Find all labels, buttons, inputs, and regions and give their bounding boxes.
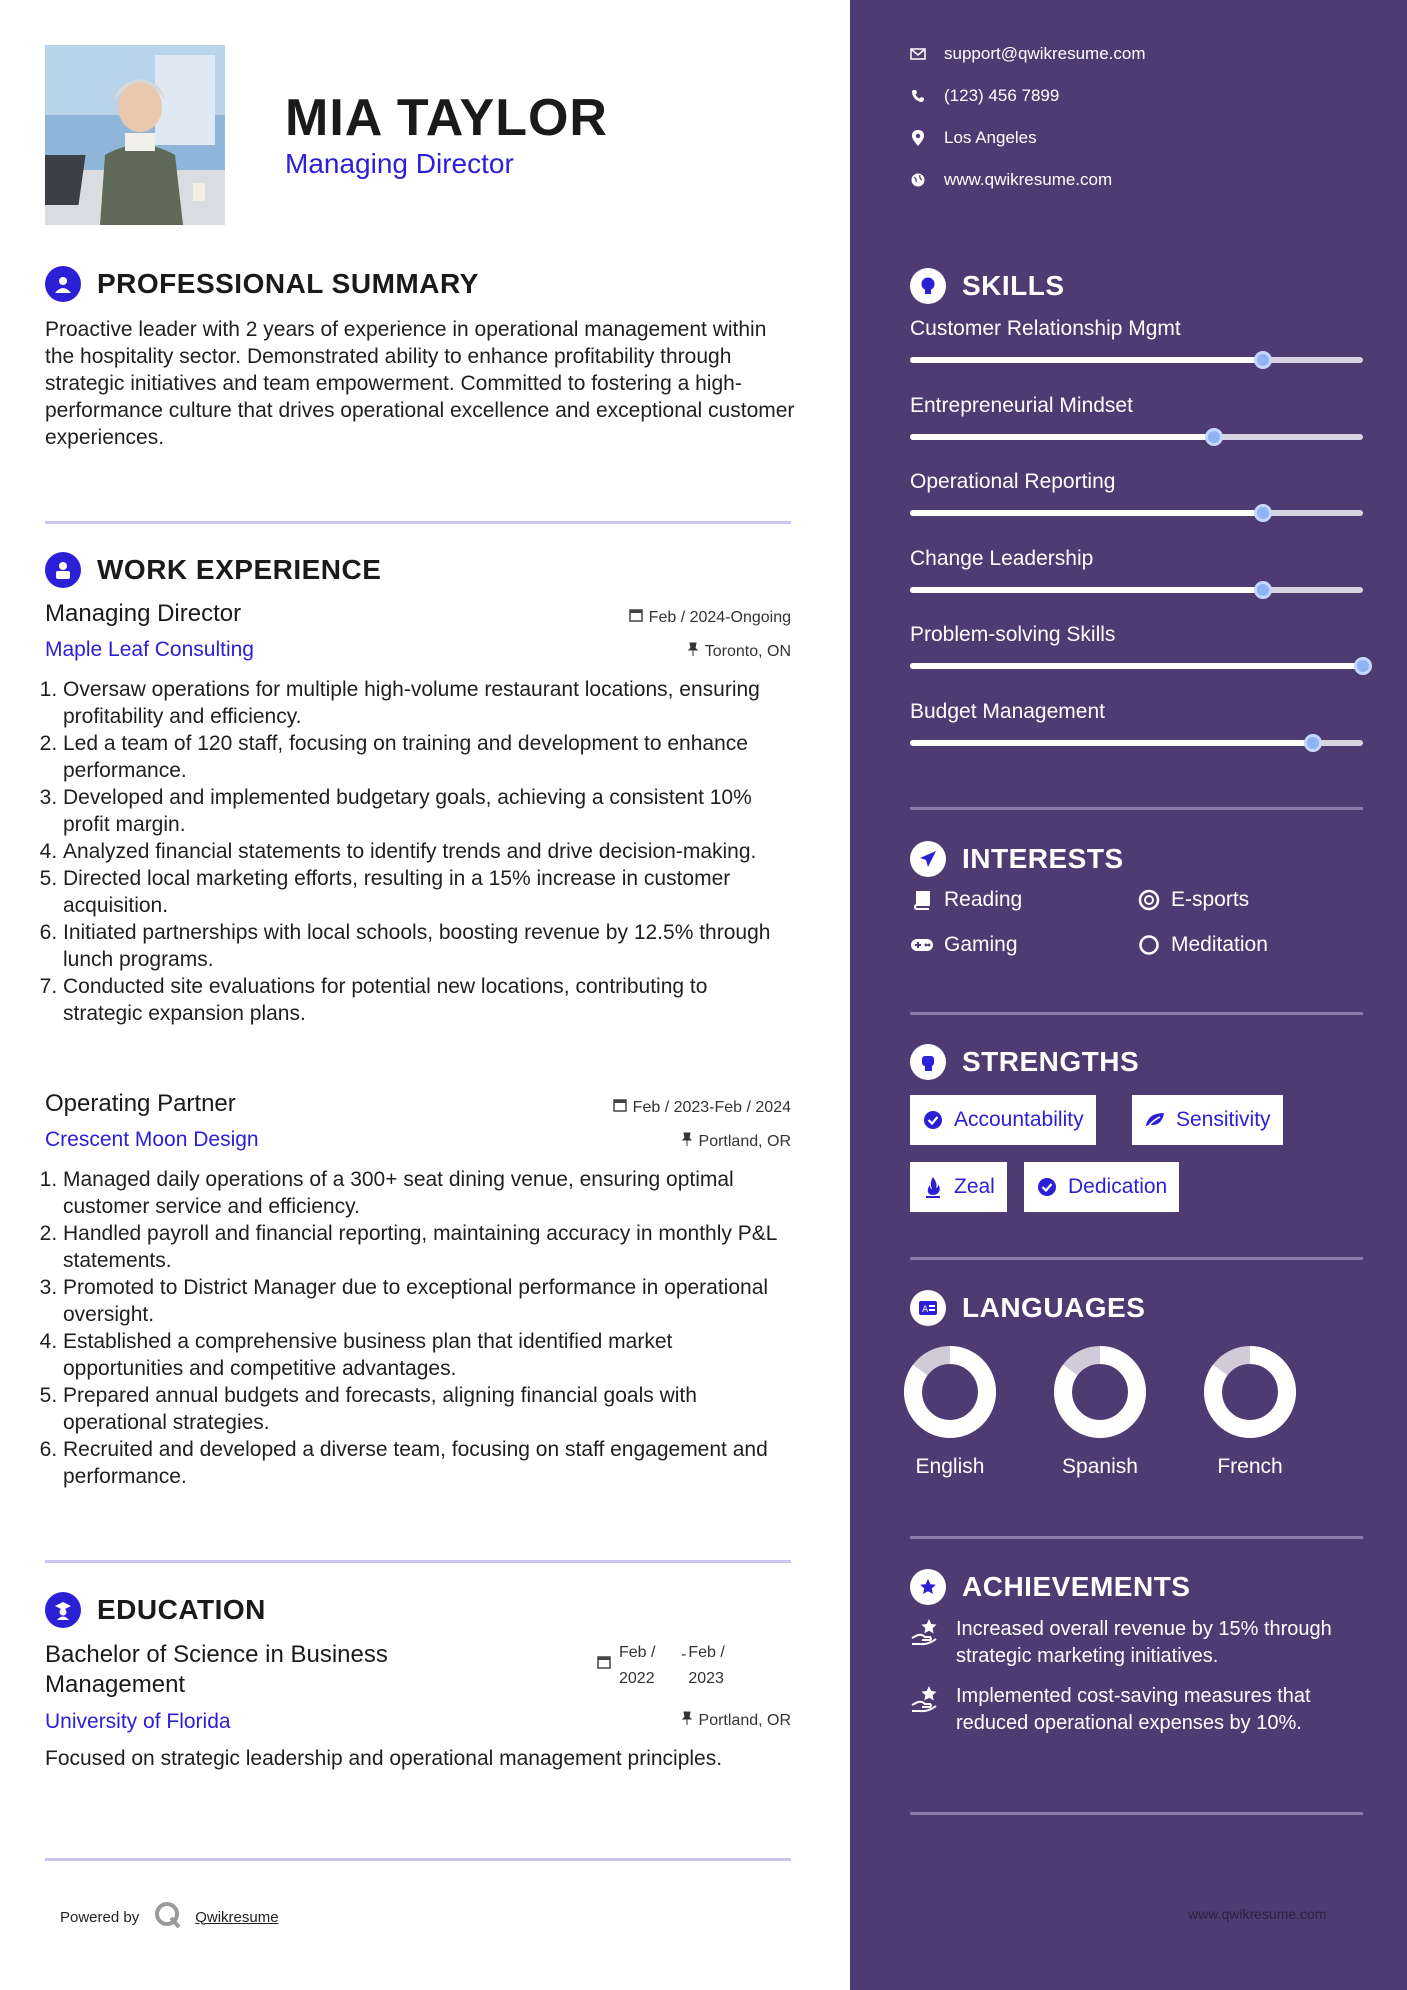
skill-fill: [910, 740, 1313, 746]
languages-heading: [910, 1290, 1145, 1326]
job-date-text: Feb / 2023-Feb / 2024: [632, 1098, 791, 1116]
lightbulb-icon: [910, 268, 946, 304]
divider: [910, 807, 1363, 810]
job-location-text: Toronto, ON: [704, 642, 791, 660]
profile-photo: [45, 45, 225, 225]
job-date: [629, 608, 791, 627]
job-date-text: Feb / 2024-Ongoing: [648, 608, 791, 626]
job-bullet: 7. Conducted site evaluations for potential new locations, contributing to strategic expansion plans.: [63, 973, 791, 1027]
check-circle-icon: [922, 1109, 944, 1131]
skill-label: Entrepreneurial Mindset: [910, 393, 1133, 417]
language-item: [1040, 1344, 1160, 1479]
education-location-text: Portland, OR: [698, 1711, 791, 1729]
paper-plane-icon: [910, 841, 946, 877]
skills-title: SKILLS: [962, 270, 1065, 301]
summary-text: Proactive leader with 2 years of experience in operational management within the hospitality sector. Demonstrated ability to enhance profitability through strategic initiatives and team empowerment. Committed to fostering a high-performance culture that drives operational excellence and exceptional customer experiences.: [45, 318, 795, 449]
skill-item: [910, 394, 1363, 440]
language-item: [890, 1344, 1010, 1479]
skill-knob: [1254, 581, 1272, 599]
esports-icon: [1137, 888, 1161, 912]
pin-icon: [687, 642, 699, 661]
globe-icon: [910, 172, 926, 188]
skill-fill: [910, 434, 1214, 440]
skill-item: [910, 317, 1363, 363]
job-title: Managing Director: [45, 600, 242, 627]
skill-item: [910, 547, 1363, 593]
work-heading: [45, 552, 381, 588]
strength-tag: [910, 1095, 1096, 1145]
powered-by: [60, 1900, 279, 1934]
job-bullet: 1. Managed daily operations of a 300+ seat dining venue, ensuring optimal customer service and efficiency.: [63, 1166, 791, 1220]
phone-icon: [910, 88, 926, 104]
start-date-month: Feb /: [619, 1644, 656, 1661]
strengths-title: STRENGTHS: [962, 1046, 1140, 1077]
achievements-title: ACHIEVEMENTS: [962, 1571, 1191, 1602]
date-dash: -: [681, 1646, 687, 1663]
language-name: English: [915, 1455, 985, 1478]
degree-line-2: Management: [45, 1671, 186, 1698]
job-title: Operating Partner: [45, 1090, 236, 1117]
contact-phone[interactable]: [910, 86, 1059, 106]
calendar-icon: [597, 1652, 611, 1678]
strength-label: Sensitivity: [1176, 1108, 1271, 1131]
job-bullet: 5. Directed local marketing efforts, resulting in a 15% increase in customer acquisition.: [63, 865, 791, 919]
divider: [45, 1858, 791, 1861]
language-ring: [1052, 1344, 1148, 1440]
languages-title: LANGUAGES: [962, 1292, 1146, 1323]
job-bullet: 5. Prepared annual budgets and forecasts, aligning financial goals with operational strategies.: [63, 1382, 791, 1436]
flame-icon: [922, 1176, 944, 1198]
gamepad-icon: [910, 933, 934, 957]
summary-heading: [45, 266, 479, 302]
skill-label: Customer Relationship Mgmt: [910, 317, 1181, 340]
skill-label: Operational Reporting: [910, 470, 1116, 493]
interest-item: [1137, 933, 1268, 957]
achievement-text: Implemented cost-saving measures that reduced operational expenses by 10%.: [956, 1685, 1311, 1734]
map-pin-icon: [910, 130, 926, 146]
job-location-text: Portland, OR: [698, 1132, 791, 1150]
education-location: [681, 1711, 791, 1730]
school: University of Florida: [45, 1710, 231, 1733]
end-date-month: Feb /: [688, 1644, 725, 1661]
divider: [45, 521, 791, 524]
job-location: [687, 642, 791, 661]
calendar-icon: [629, 608, 643, 627]
interest-label: Meditation: [1171, 933, 1268, 956]
end-date: [688, 1640, 724, 1692]
skill-knob: [1304, 734, 1322, 752]
job-bullet: 6. Recruited and developed a diverse team, focusing on staff engagement and performance.: [63, 1436, 791, 1490]
strength-tag: [910, 1162, 1007, 1212]
divider: [910, 1012, 1363, 1015]
language-name: Spanish: [1062, 1455, 1138, 1478]
pin-icon: [681, 1132, 693, 1151]
divider: [910, 1812, 1363, 1815]
education-dates: [597, 1640, 725, 1692]
skill-label: Change Leadership: [910, 546, 1094, 570]
skill-track: [910, 587, 1363, 593]
skill-fill: [910, 587, 1263, 593]
qwikresume-logo-icon: [153, 1900, 183, 1934]
interest-item: [910, 933, 1018, 957]
contact-phone-text: (123) 456 7899: [944, 86, 1060, 105]
job-bullets: [45, 1166, 791, 1490]
skill-track: [910, 663, 1363, 669]
job-bullet: 6. Initiated partnerships with local schools, boosting revenue by 12.5% through lunch programs.: [63, 919, 791, 973]
job-location: [681, 1132, 791, 1151]
fist-icon: [910, 1044, 946, 1080]
candidate-role: Managing Director: [285, 148, 514, 179]
job-bullet: 2. Handled payroll and financial reporting, maintaining accuracy in monthly P&L statements.: [63, 1220, 791, 1274]
contact-email[interactable]: [910, 44, 1146, 64]
svg-text:A: A: [922, 1305, 929, 1315]
user-icon: [45, 266, 81, 302]
envelope-icon: [910, 46, 926, 62]
skill-track: [910, 510, 1363, 516]
skill-knob: [1354, 657, 1372, 675]
education-text: Focused on strategic leadership and operational management principles.: [45, 1747, 723, 1770]
candidate-name: MIA TAYLOR: [285, 89, 608, 147]
language-name: French: [1217, 1455, 1283, 1478]
start-date-year: 2022: [619, 1670, 655, 1687]
skill-label: Problem-solving Skills: [910, 623, 1116, 646]
job-bullet: 1. Oversaw operations for multiple high-volume restaurant locations, ensuring profitability and efficiency.: [63, 676, 791, 730]
skills-heading: [910, 268, 1065, 304]
skill-fill: [910, 663, 1363, 669]
strength-tag: [1132, 1095, 1283, 1145]
interests-heading: [910, 841, 1124, 877]
language-ring: [902, 1344, 998, 1440]
calendar-icon: [613, 1098, 627, 1117]
contact-location: [910, 128, 1037, 148]
language-ring: [1202, 1344, 1298, 1440]
skill-item: [910, 700, 1363, 746]
work-title: WORK EXPERIENCE: [97, 554, 382, 585]
strength-label: Zeal: [954, 1175, 995, 1198]
job-company: Crescent Moon Design: [45, 1128, 259, 1151]
interest-label: Reading: [944, 888, 1023, 911]
interest-item: [910, 888, 1022, 912]
language-icon: [910, 1290, 946, 1326]
job-company: Maple Leaf Consulting: [45, 638, 254, 661]
job-bullet: 3. Promoted to District Manager due to exceptional performance in operational oversight.: [63, 1274, 791, 1328]
skill-item: [910, 470, 1363, 516]
education-heading: [45, 1592, 266, 1628]
job-bullet: 2. Led a team of 120 staff, focusing on training and development to enhance performance.: [63, 730, 791, 784]
star-badge-icon: [910, 1569, 946, 1605]
education-title: EDUCATION: [97, 1594, 266, 1625]
skill-knob: [1205, 428, 1223, 446]
strength-label: Dedication: [1068, 1175, 1168, 1198]
book-icon: [910, 888, 934, 912]
divider: [910, 1257, 1363, 1260]
interests-title: INTERESTS: [962, 843, 1124, 874]
achievement-text: Increased overall revenue by 15% through strategic marketing initiatives.: [956, 1618, 1332, 1667]
degree-line-1: Bachelor of Science in Business: [45, 1641, 388, 1668]
contact-location-text: Los Angeles: [944, 128, 1037, 147]
star-hand-icon: [910, 1616, 942, 1648]
achievement-item: [910, 1683, 1370, 1737]
divider: [45, 1560, 791, 1563]
divider: [910, 1536, 1363, 1539]
powered-by-label: Powered by: [60, 1908, 140, 1926]
job-entry: [45, 600, 791, 1027]
language-item: [1190, 1344, 1310, 1479]
job-bullet: 3. Developed and implemented budgetary goals, achieving a consistent 10% profit margin.: [63, 784, 791, 838]
skill-track: [910, 740, 1363, 746]
contact-email-text: support@qwikresume.com: [944, 44, 1146, 63]
degree: [45, 1640, 445, 1700]
graduate-icon: [45, 1592, 81, 1628]
strength-tag: [1024, 1162, 1179, 1212]
skill-track: [910, 357, 1363, 363]
star-hand-icon: [910, 1683, 942, 1715]
circle-icon: [1137, 933, 1161, 957]
briefcase-user-icon: [45, 552, 81, 588]
interest-label: E-sports: [1171, 888, 1250, 911]
job-bullet: 4. Analyzed financial statements to identify trends and drive decision-making.: [63, 838, 791, 865]
achievements-heading: [910, 1569, 1190, 1605]
strength-label: Accountability: [954, 1108, 1084, 1131]
skill-item: [910, 623, 1363, 669]
strengths-heading: [910, 1044, 1139, 1080]
achievement-item: [910, 1616, 1370, 1670]
summary-title: PROFESSIONAL SUMMARY: [97, 268, 479, 299]
interest-label: Gaming: [944, 933, 1018, 956]
leaf-icon: [1144, 1109, 1166, 1131]
job-bullets: [45, 676, 791, 1027]
job-entry: [45, 1090, 791, 1490]
job-date: [613, 1098, 791, 1117]
check-circle-icon: [1036, 1176, 1058, 1198]
contact-website-text: www.qwikresume.com: [944, 170, 1113, 189]
skill-label: Budget Management: [910, 699, 1105, 723]
job-bullet: 4. Established a comprehensive business plan that identified market opportunities and competitive advantages.: [63, 1328, 791, 1382]
skill-fill: [910, 510, 1263, 516]
skill-track: [910, 434, 1363, 440]
skill-fill: [910, 357, 1263, 363]
start-date: [619, 1640, 679, 1692]
brand-link[interactable]: Qwikresume: [195, 1908, 279, 1926]
footer-site[interactable]: www.qwikresume.com: [1188, 1906, 1327, 1922]
interest-item: [1137, 888, 1249, 912]
end-date-year: 2023: [688, 1670, 724, 1687]
pin-icon: [681, 1711, 693, 1730]
contact-website[interactable]: [910, 170, 1112, 190]
